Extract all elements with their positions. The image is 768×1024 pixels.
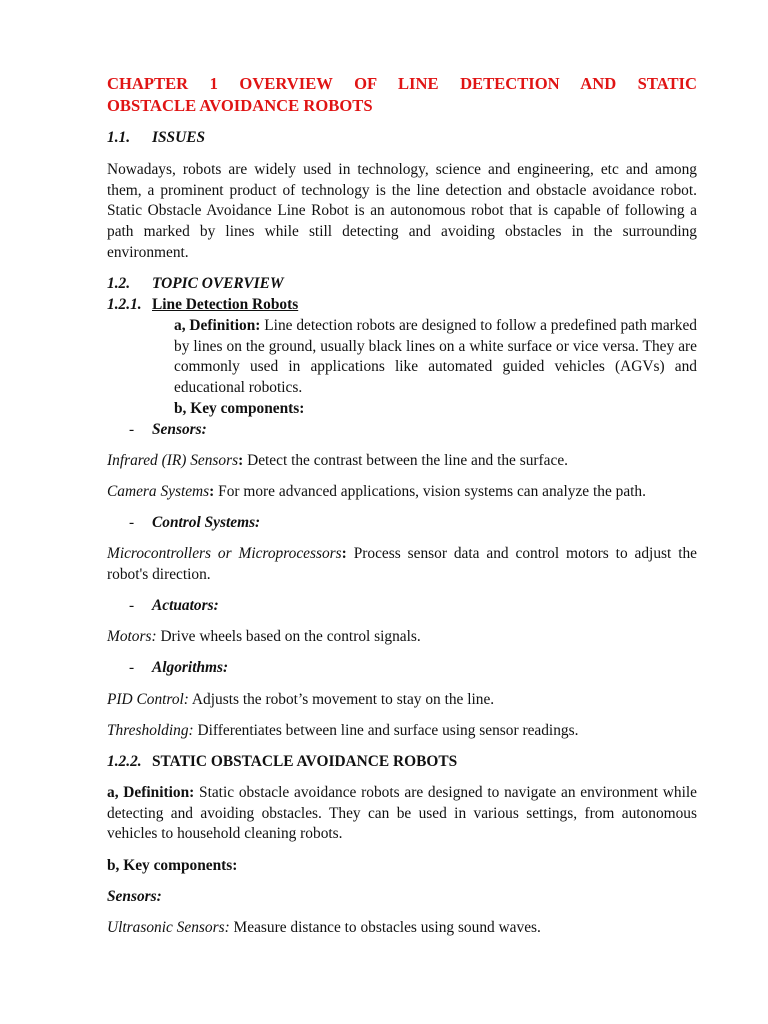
line-detection-definition [174, 316, 697, 399]
bullet-dash: - [129, 514, 135, 531]
item-text: Differentiates between line and surface using sensor readings. [193, 722, 579, 739]
item-thresholding [107, 721, 697, 742]
bullet-dash: - [129, 659, 135, 676]
item-colon: : [209, 483, 215, 500]
line-detection-key-components: b, Key components: [174, 400, 305, 417]
subsection-title: STATIC OBSTACLE AVOIDANCE ROBOTS [152, 753, 458, 770]
section-title: TOPIC OVERVIEW [152, 275, 284, 292]
definition-label: a, Definition: [174, 317, 261, 334]
item-colon: : [341, 545, 347, 562]
definition-label: a, Definition: [107, 784, 195, 801]
subsection-heading-line-detection [107, 295, 697, 316]
issues-paragraph: Nowadays, robots are widely used in technology, science and engineering, etc and among them, a prominent product of technology is the line detection and obstacle avoidance robot. Static Obstacle Avoidance Line Robot is an autonomous robot that is capable of following a path marked by lines while still detecting and avoiding obstacles in the surrounding environment. [107, 161, 697, 261]
item-term: Infrared (IR) Sensors [107, 452, 239, 469]
item-ir-sensors [107, 451, 697, 472]
obstacle-definition [107, 783, 697, 845]
item-term: Ultrasonic Sensors: [107, 919, 230, 936]
bullet-label: Algorithms: [152, 659, 229, 676]
section-number: 1.1. [107, 129, 131, 146]
item-text: Detect the contrast between the line and the surface. [243, 452, 569, 469]
item-term: Motors: [107, 628, 157, 645]
definition-text: Static obstacle avoidance robots are designed to navigate an environment while detecting and avoiding obstacles. They can be used in various settings, from autonomous vehicles to household cleaning robots. [107, 784, 697, 843]
bullet-algorithms [107, 658, 697, 679]
item-term: Thresholding: [107, 722, 194, 739]
bullet-dash: - [129, 421, 135, 438]
section-number: 1.2. [107, 275, 131, 292]
item-text: Drive wheels based on the control signals. [156, 628, 421, 645]
item-text: Measure distance to obstacles using sound waves. [229, 919, 541, 936]
subsection-number: 1.2.2. [107, 753, 142, 770]
item-text: Process sensor data and control motors to adjust the robot's direction. [107, 545, 698, 583]
section-title: ISSUES [152, 129, 206, 146]
item-camera-systems [107, 482, 697, 503]
section-heading-topic-overview [107, 274, 697, 295]
bullet-label: Control Systems: [152, 514, 261, 531]
item-motors [107, 627, 697, 648]
item-term: PID Control: [107, 691, 189, 708]
item-term: Microcontrollers or Microprocessors [107, 545, 342, 562]
item-colon: : [238, 452, 244, 469]
item-text: Adjusts the robot’s movement to stay on the line. [188, 691, 495, 708]
subsection-title: Line Detection Robots [152, 296, 299, 313]
bullet-label: Actuators: [152, 597, 219, 614]
item-microcontrollers [107, 544, 697, 585]
bullet-dash: - [129, 597, 135, 614]
item-pid-control [107, 690, 697, 711]
bullet-sensors [107, 420, 697, 441]
bullet-actuators [107, 596, 697, 617]
obstacle-key-components: b, Key components: [107, 857, 238, 874]
definition-text: Line detection robots are designed to follow a predefined path marked by lines on the ground, usually black lines on a white surface or vice versa. They are commonly used in applications like automated guided vehicles (AGVs) and educational robotics. [174, 317, 698, 397]
item-ultrasonic-sensors [107, 918, 697, 939]
bullet-label: Sensors: [152, 421, 207, 438]
subsection-number: 1.2.1. [107, 296, 142, 313]
section-heading-issues [107, 128, 697, 149]
chapter-title-line2: OBSTACLE AVOIDANCE ROBOTS [107, 96, 373, 115]
obstacle-sensors-label: Sensors: [107, 888, 162, 905]
item-text: For more advanced applications, vision systems can analyze the path. [214, 483, 646, 500]
item-term: Camera Systems [107, 483, 210, 500]
chapter-title-line1: CHAPTER 1 OVERVIEW OF LINE DETECTION AND STATIC [107, 74, 697, 93]
subsection-heading-obstacle-avoidance [107, 752, 697, 773]
bullet-control-systems [107, 513, 697, 534]
